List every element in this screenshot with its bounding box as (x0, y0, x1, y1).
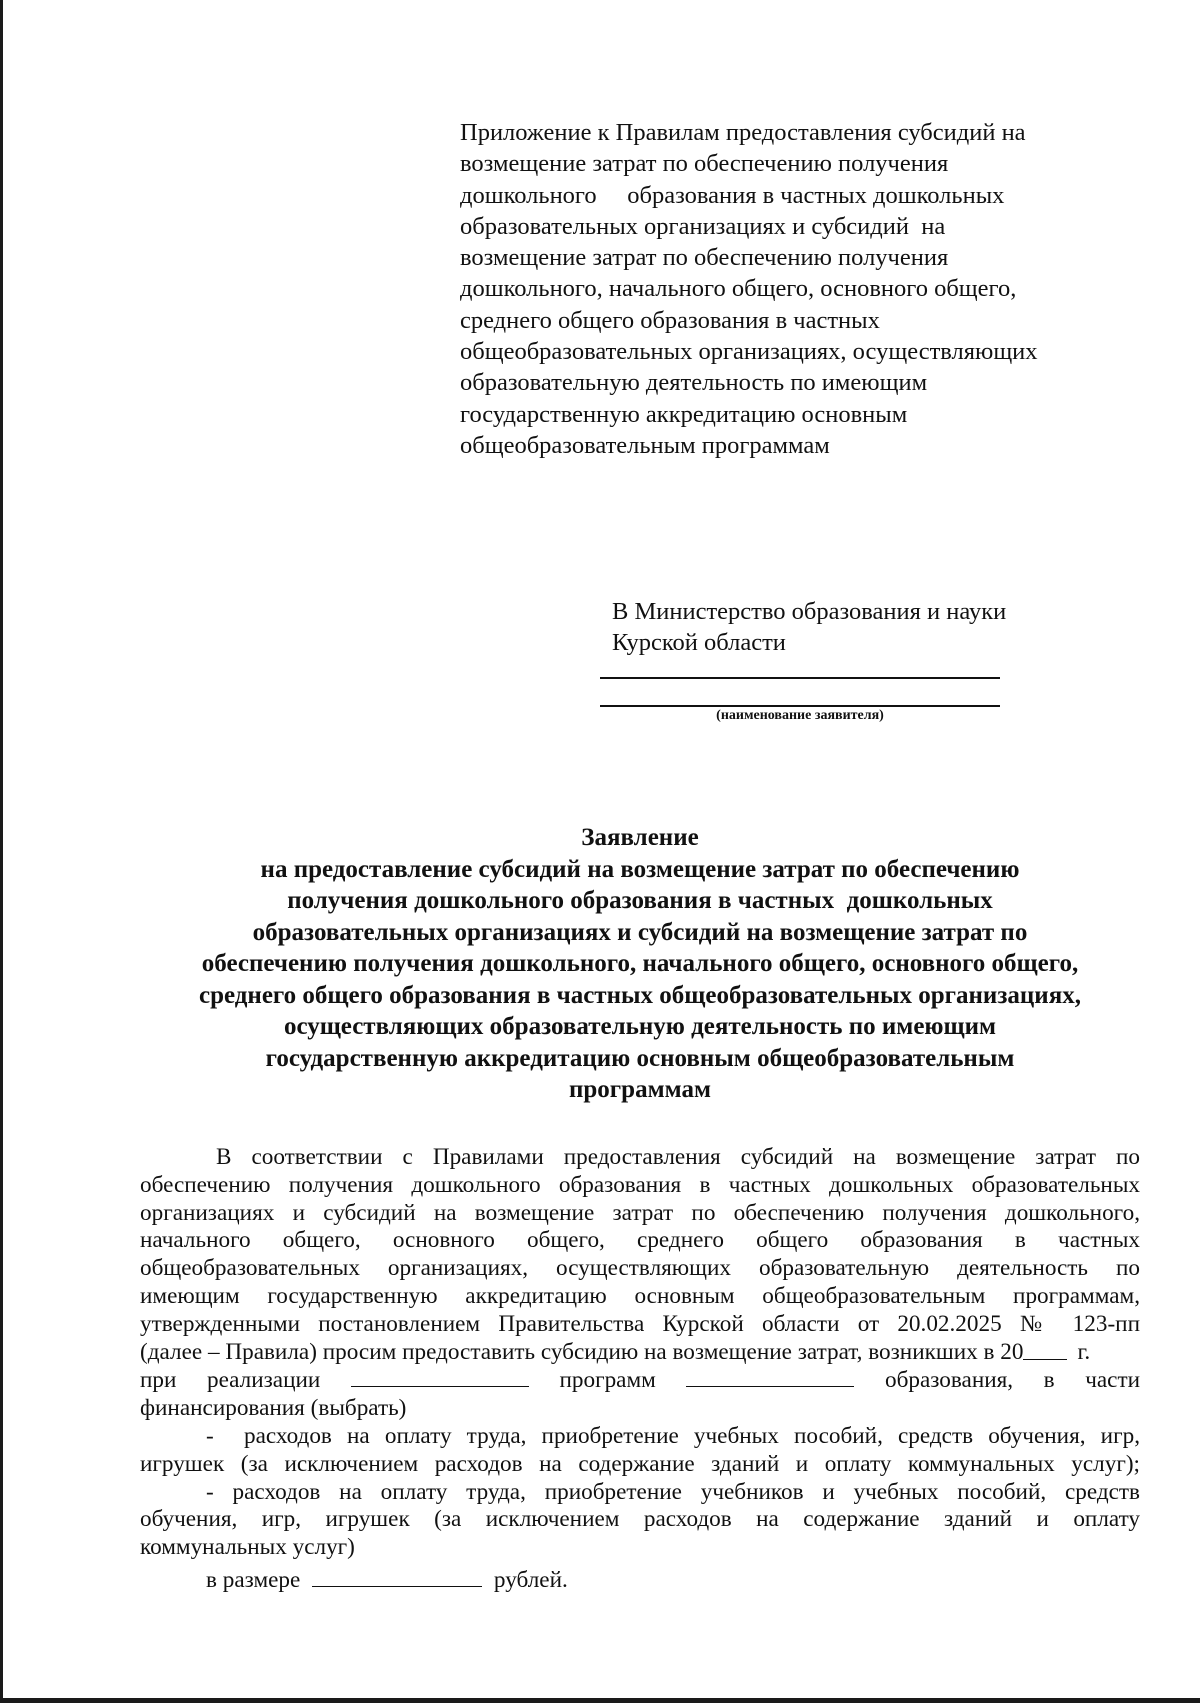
addressee-block (612, 596, 1052, 658)
appendix-line: общеобразовательных организациях, осуществляющих (460, 338, 1038, 366)
applicant-name-caption: (наименование заявителя) (716, 708, 884, 723)
amount-line (140, 1566, 1140, 1595)
body-line-text: (далее – Правила) просим предоставить субсидию на возмещение затрат, возникших в 20 (140, 1338, 1024, 1365)
scan-left-edge (0, 0, 3, 1703)
appendix-line: государственную аккредитацию основным (460, 400, 908, 428)
scan-bottom-edge (0, 1698, 1200, 1703)
body-line: финансирования (выбрать) (140, 1395, 407, 1422)
year-blank[interactable] (1023, 1339, 1067, 1360)
amount-suffix: рублей. (493, 1566, 568, 1593)
statement-title-line: программам (569, 1076, 711, 1103)
appendix-line: среднего общего образования в частных (460, 306, 880, 334)
statement-title-line: образовательных организациях и субсидий на возмещение затрат по (252, 918, 1028, 946)
statement-title-line: обеспечению получения дошкольного, начального общего, основного общего, (201, 950, 1079, 977)
appendix-line: Приложение к Правилам предоставления субсидий на (460, 119, 1026, 146)
option-line: игрушек (за исключением расходов на содержание зданий и оплату коммунальных услуг); (140, 1450, 1140, 1477)
appendix-line: дошкольного образования в частных дошкольных (460, 181, 1005, 209)
body-line-year (140, 1339, 1140, 1367)
body-line: имеющим государственную аккредитацию основным общеобразовательным программам, (140, 1282, 1140, 1309)
option-line: - расходов на оплату труда, приобретение учебников и учебных пособий, средств (206, 1478, 1140, 1505)
body-line-program (140, 1366, 1140, 1395)
statement-title-line: осуществляющих образовательную деятельность по имеющим (283, 1013, 997, 1040)
statement-title (140, 822, 1140, 1106)
body-line: общеобразовательных организациях, осуществляющих образовательную деятельность по (140, 1255, 1140, 1282)
appendix-line: образовательную деятельность по имеющим (460, 369, 928, 397)
program-type-blank[interactable] (351, 1366, 529, 1387)
addressee-line: Курской области (612, 629, 786, 656)
body-line-text: г. (1077, 1338, 1091, 1365)
applicant-name-line[interactable] (600, 705, 1000, 707)
appendix-reference (460, 117, 1120, 461)
appendix-line: образовательных организациях и субсидий на (460, 212, 946, 240)
addressee-line: В Министерство образования и науки (612, 598, 1007, 625)
body-word: программ (559, 1367, 656, 1394)
body-word: реализации (207, 1367, 321, 1394)
option-line: обучения, игр, игрушек (за исключением расходов на содержание зданий и оплату (140, 1506, 1140, 1533)
applicant-name-line[interactable] (600, 677, 1000, 679)
education-level-blank[interactable] (686, 1366, 854, 1387)
appendix-line: возмещение затрат по обеспечению получения (460, 150, 949, 178)
statement-body (140, 1144, 1140, 1595)
amount-prefix: в размере (206, 1566, 301, 1593)
option-line: - расходов на оплату труда, приобретение учебных пособий, средств обучения, игр, (206, 1422, 1140, 1449)
option-line: коммунальных услуг) (140, 1534, 355, 1561)
body-line: начального общего, основного общего, среднего общего образования в частных (140, 1227, 1140, 1254)
statement-title-line: получения дошкольного образования в частных дошкольных (287, 887, 993, 914)
statement-title-line: государственную аккредитацию основным общеобразовательным (265, 1044, 1015, 1072)
body-line: В соответствии с Правилами предоставления субсидий на возмещение затрат по (216, 1144, 1140, 1170)
statement-heading: Заявление (581, 824, 699, 851)
statement-title-line: на предоставление субсидий на возмещение затрат по обеспечению (260, 855, 1020, 883)
amount-blank[interactable] (312, 1566, 482, 1587)
appendix-line: возмещение затрат по обеспечению получения (460, 244, 949, 272)
body-line: утвержденными постановлением Правительства Курской области от 20.02.2025 № 123-пп (140, 1310, 1140, 1337)
body-word: части (1085, 1367, 1140, 1394)
body-line: организациях и субсидий на возмещение затрат по обеспечению получения дошкольного, (140, 1199, 1140, 1226)
body-word: в (1043, 1367, 1055, 1394)
statement-title-line: среднего общего образования в частных общеобразовательных организациях, (199, 981, 1081, 1009)
body-word: при (140, 1367, 177, 1394)
appendix-line: общеобразовательным программам (460, 431, 830, 459)
body-word: образования, (884, 1367, 1014, 1394)
appendix-line: дошкольного, начального общего, основного общего, (460, 275, 1017, 303)
body-line: обеспечению получения дошкольного образования в частных дошкольных образовательных (140, 1171, 1140, 1198)
